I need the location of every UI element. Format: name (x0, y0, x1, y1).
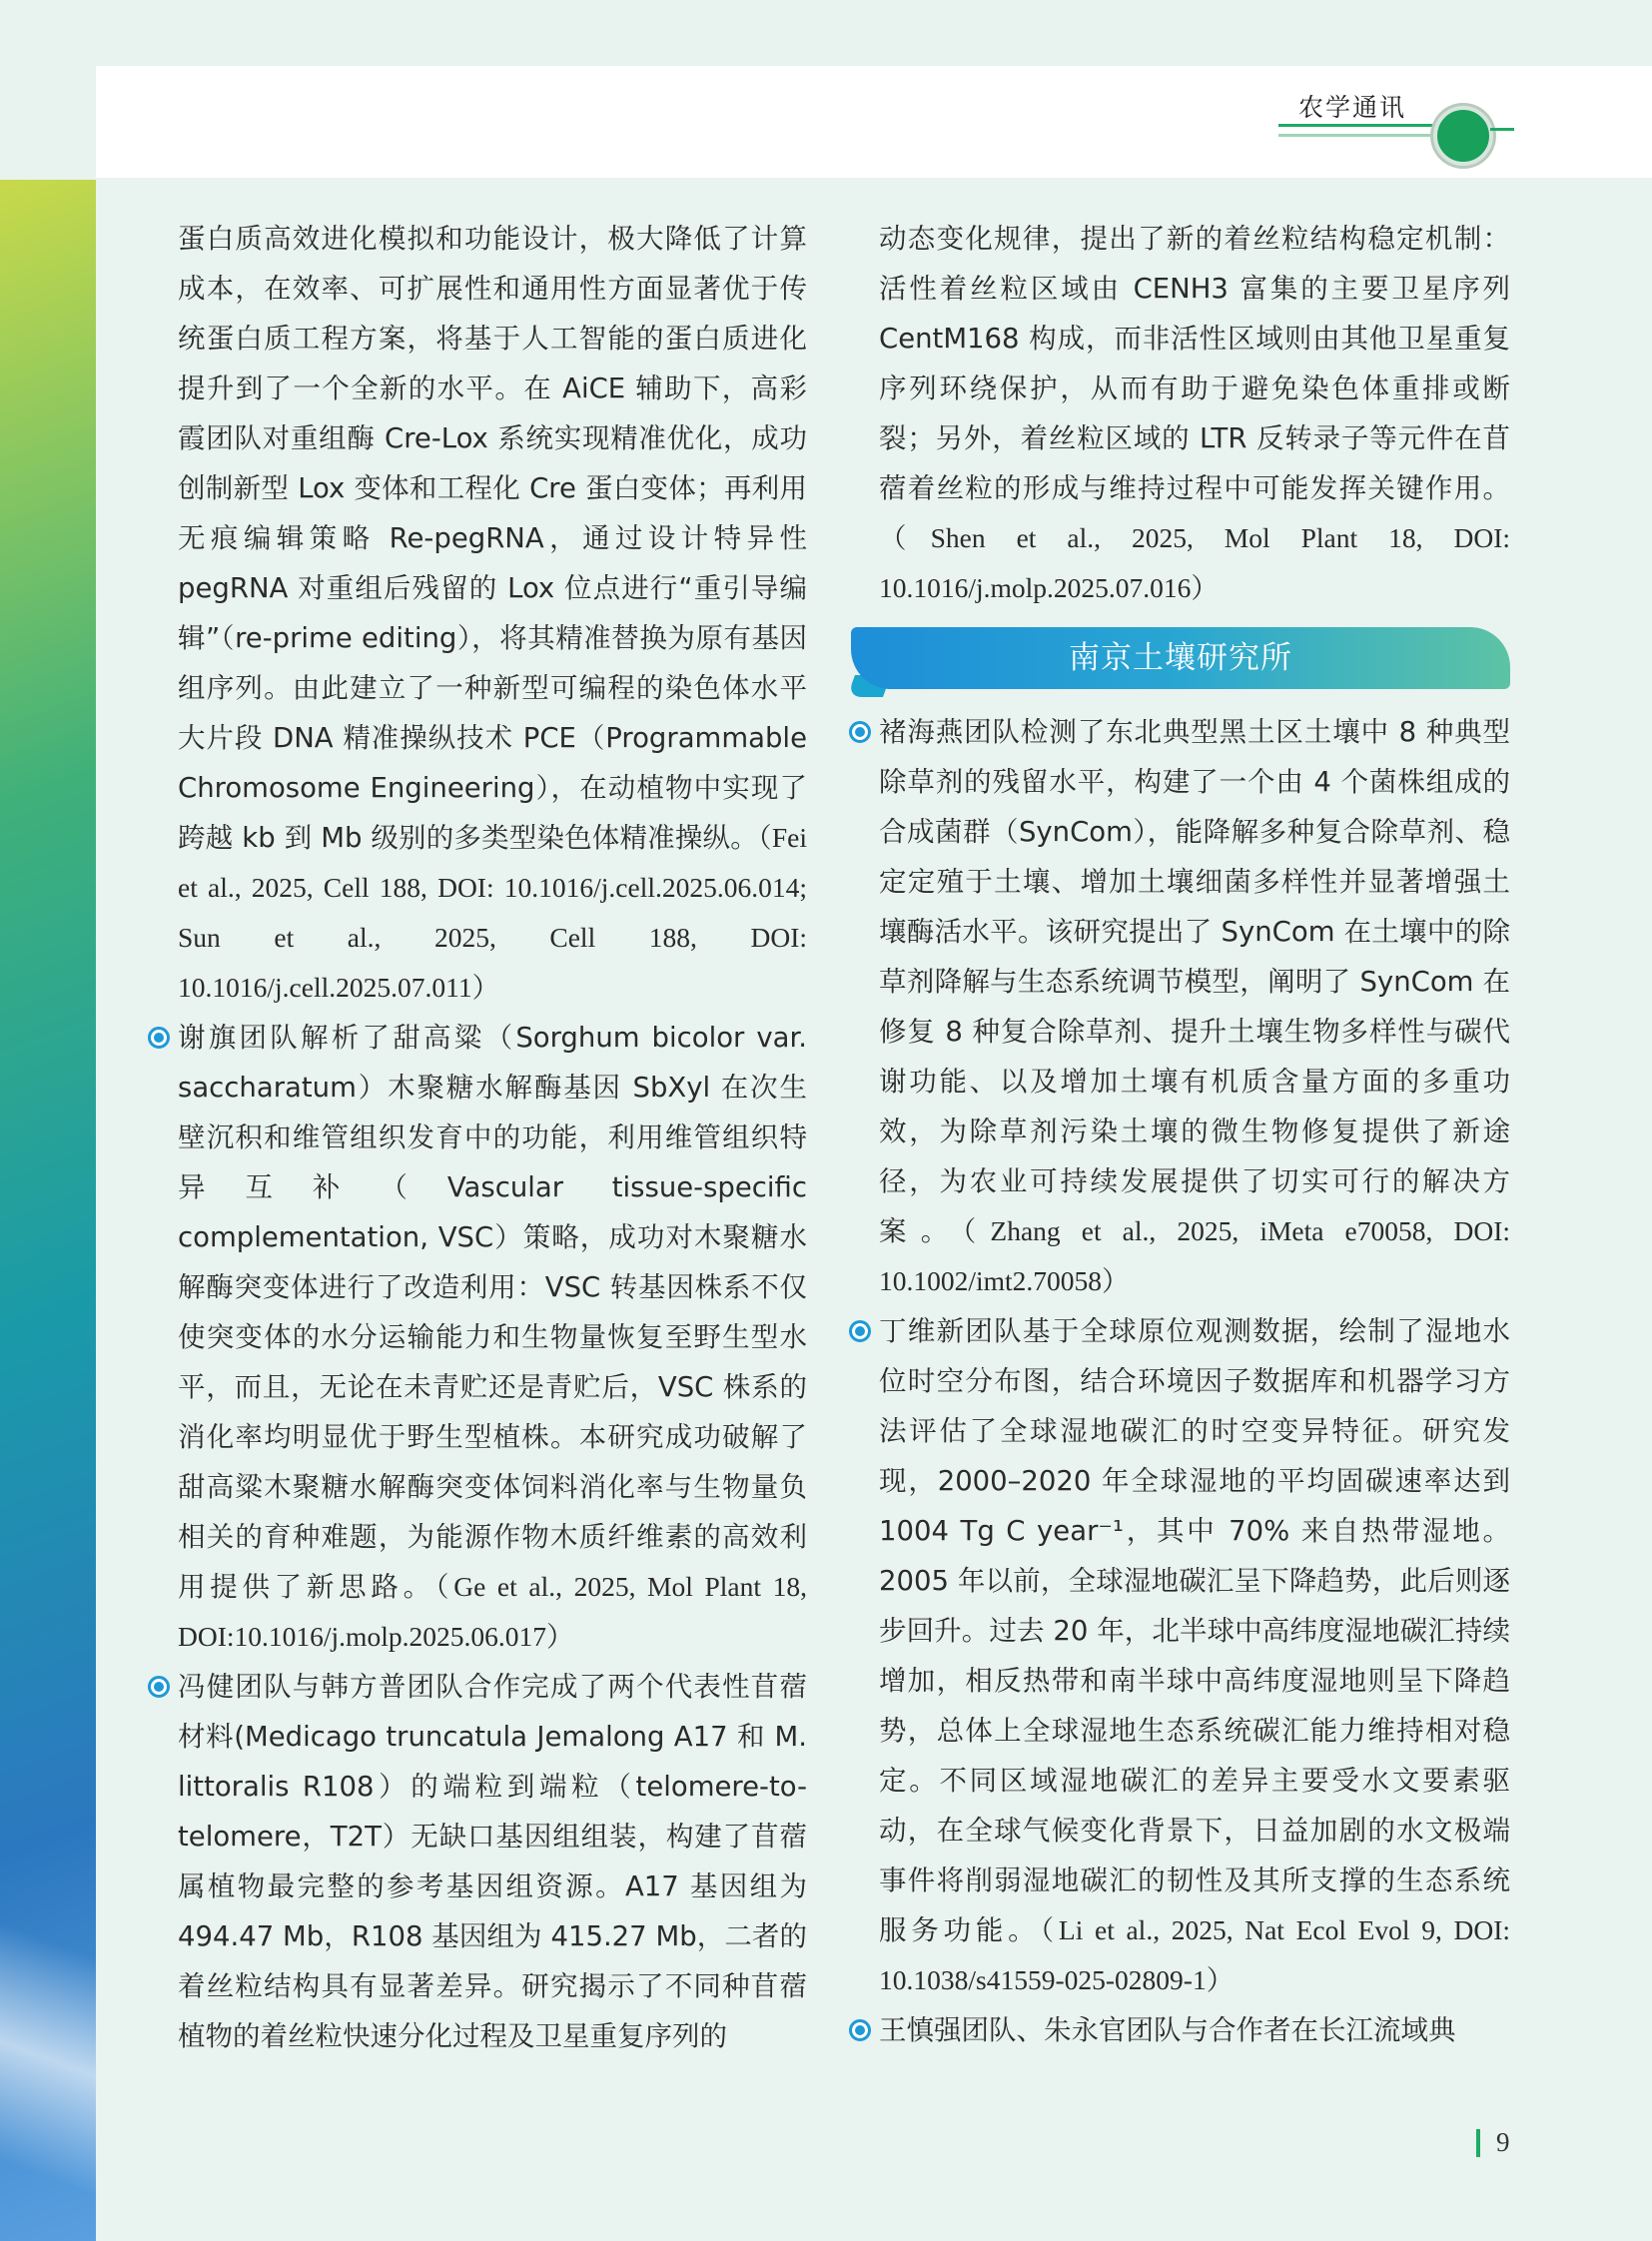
right-column (879, 214, 1510, 2055)
list-item (879, 2005, 1510, 2055)
left-column (178, 214, 807, 2061)
bullet-icon (148, 1676, 170, 1698)
paragraph (879, 214, 1510, 613)
brand-circle-icon (1433, 106, 1493, 166)
section-title: 南京土壤研究所 (1069, 640, 1292, 676)
reference: （Ge et al., 2025, Mol Plant 18, DOI:10.1016/j.molp.2025.06.017） (178, 1571, 807, 1652)
brand-line (1278, 124, 1448, 127)
page-number: 9 (1496, 2127, 1510, 2157)
bullet-icon (148, 1027, 170, 1049)
list-item (879, 707, 1510, 1306)
brand-line (1278, 134, 1448, 137)
bullet-icon (849, 2019, 871, 2041)
item-text: 王慎强团队、朱永官团队与合作者在长江流域典 (879, 2014, 1456, 2046)
decorative-side-band (0, 180, 96, 2241)
item-text: 丁维新团队基于全球原位观测数据，绘制了湿地水位时空分布图，结合环境因子数据库和机器学习方法评估了全球湿地碳汇的时空变异特征。研究发现，2000–2020 年全球湿地的平均固碳速率达到 1004 Tg C year⁻¹，其中 70% 来自热带湿地。2005 年以前，全球湿地碳汇呈下降趋势，此后则逐步回升。过去 20 年，北半球中高纬度湿地碳汇持续增加，相反热带和南半球中高纬度湿地则呈下降趋势，总体上全球湿地生态系统碳汇能力维持相对稳定。不同区域湿地碳汇的差异主要受水文要素驱动，在全球气候变化背景下，日益加剧的水文极端事件将削弱湿地碳汇的韧性及其所支撑的生态系统服务功能。 (879, 1315, 1510, 1946)
reference: （Li et al., 2025, Nat Ecol Evol 9, DOI: 10.1038/s41559-025-02809-1） (879, 1914, 1511, 1995)
page-number-bar (1476, 2129, 1480, 2157)
paragraph-text: 动态变化规律，提出了新的着丝粒结构稳定机制：活性着丝粒区域由 CENH3 富集的主要卫星序列 CentM168 构成，而非活性区域则由其他卫星重复序列环绕保护，从而有助于避免染色体重排或断裂；另外，着丝粒区域的 LTR 反转录子等元件在苜蓿着丝粒的形成与维持过程中可能发挥关键作用。 (879, 223, 1510, 504)
bullet-icon (849, 1320, 871, 1342)
reference: （Fei et al., 2025, Cell 188, DOI: 10.1016/j.cell.2025.06.014; Sun et al., 2025, Cell 188, DOI: 10.1016/j.cell.2025.07.011） (178, 822, 807, 1003)
list-item (879, 1306, 1510, 2005)
reference: （Shen et al., 2025, Mol Plant 18, DOI: 10.1016/j.molp.2025.07.016） (879, 522, 1510, 603)
section-banner (851, 627, 1510, 689)
item-text: 谢旗团队解析了甜高粱（Sorghum bicolor var. saccharatum）木聚糖水解酶基因 SbXyl 在次生壁沉积和维管组织发育中的功能，利用维管组织特异互补（Vascular tissue-specific complementation, VSC）策略，成功对木聚糖水解酶突变体进行了改造利用：VSC 转基因株系不仅使突变体的水分运输能力和生物量恢复至野生型水平，而且，无论在未青贮还是青贮后，VSC 株系的消化率均明显优于野生型植株。本研究成功破解了甜高粱木聚糖水解酶突变体饲料消化率与生物量负相关的育种难题，为能源作物木质纤维素的高效利用提供了新思路。 (178, 1022, 807, 1603)
list-item (178, 1662, 807, 2061)
list-item (178, 1013, 807, 1662)
item-text: 冯健团队与韩方普团队合作完成了两个代表性苜蓿材料(Medicago truncatula Jemalong A17 和 M. littoralis R108）的端粒到端粒（telomere-to-telomere，T2T）无缺口基因组组装，构建了苜蓿属植物最完整的参考基因组资源。A17 基因组为 494.47 Mb，R108 基因组为 415.27 Mb，二者的着丝粒结构具有显著差异。研究揭示了不同种苜蓿植物的着丝粒快速分化过程及卫星重复序列的 (178, 1671, 807, 2052)
reference: （Zhang et al., 2025, iMeta e70058, DOI: 10.1002/imt2.70058） (879, 1215, 1510, 1296)
journal-brand (1278, 84, 1518, 148)
journal-title: 农学通讯 (1298, 93, 1407, 122)
item-text: 褚海燕团队检测了东北典型黑土区土壤中 8 种典型除草剂的残留水平，构建了一个由 4 个菌株组成的合成菌群（SynCom），能降解多种复合除草剂、稳定定殖于土壤、增加土壤细菌多样性并显著增强土壤酶活水平。该研究提出了 SynCom 在土壤中的除草剂降解与生态系统调节模型，阐明了 SynCom 在修复 8 种复合除草剂、提升土壤生物多样性与碳代谢功能、以及增加土壤有机质含量方面的多重功效，为除草剂污染土壤的微生物修复提供了新途径，为农业可持续发展提供了切实可行的解决方案。 (879, 716, 1510, 1247)
paragraph-text: 蛋白质高效进化模拟和功能设计，极大降低了计算成本，在效率、可扩展性和通用性方面显著优于传统蛋白质工程方案，将基于人工智能的蛋白质进化提升到了一个全新的水平。在 AiCE 辅助下，高彩霞团队对重组酶 Cre-Lox 系统实现精准优化，成功创制新型 Lox 变体和工程化 Cre 蛋白变体；再利用无痕编辑策略 Re-pegRNA，通过设计特异性 pegRNA 对重组后残留的 Lox 位点进行“重引导编辑”（re-prime editing），将其精准替换为原有基因组序列。由此建立了一种新型可编程的染色体水平大片段 DNA 精准操纵技术 PCE（Programmable Chromosome Engineering），在动植物中实现了跨越 kb 到 Mb 级别的多类型染色体精准操纵。 (178, 223, 807, 854)
bullet-icon (849, 721, 871, 743)
paragraph (178, 214, 807, 1013)
brand-line (1490, 128, 1514, 131)
